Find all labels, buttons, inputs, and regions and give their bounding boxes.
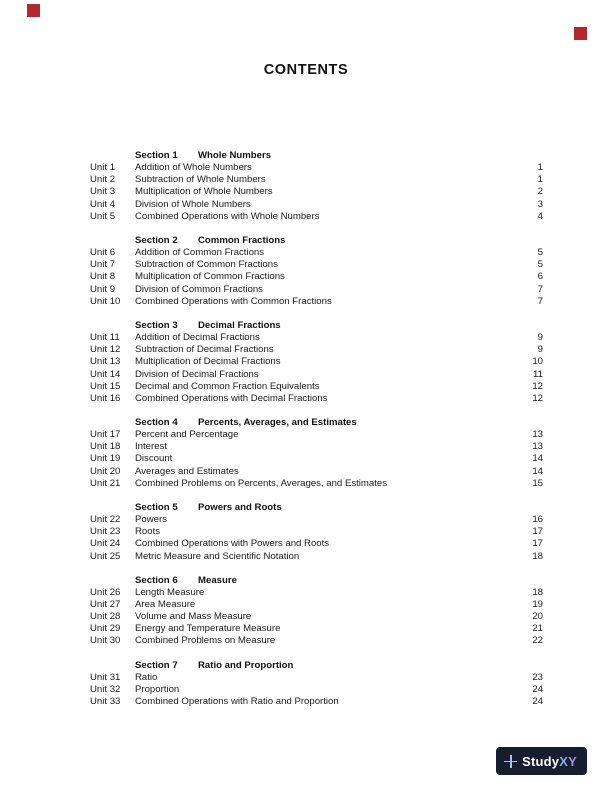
unit-label: Unit 18 (90, 441, 121, 453)
unit-label: Unit 14 (90, 368, 121, 380)
toc-section (90, 502, 543, 563)
unit-label: Unit 19 (90, 453, 121, 465)
toc-row (90, 211, 543, 223)
unit-page-number: 14 (532, 453, 543, 465)
toc-row (90, 441, 543, 453)
unit-page-number: 6 (537, 271, 543, 283)
unit-page-number: 9 (537, 332, 543, 344)
unit-title: Addition of Whole Numbers (135, 162, 252, 174)
toc-row (90, 199, 543, 211)
toc-row (90, 344, 543, 356)
table-of-contents (90, 150, 543, 708)
section-header (90, 575, 543, 587)
unit-page-number: 24 (532, 696, 543, 708)
unit-label: Unit 24 (90, 538, 121, 550)
unit-title: Subtraction of Common Fractions (135, 259, 278, 271)
unit-title: Area Measure (135, 599, 196, 610)
unit-title: Combined Operations with Decimal Fractions (135, 392, 328, 404)
unit-label: Unit 22 (90, 514, 121, 526)
section-title: Percents, Averages, and Estimates (198, 416, 357, 428)
section-header (90, 417, 543, 429)
toc-section (90, 320, 543, 405)
toc-section (90, 150, 543, 223)
unit-title: Decimal and Common Fraction Equivalents (135, 380, 320, 392)
unit-title: Multiplication of Whole Numbers (135, 186, 273, 198)
section-label: Section 2 (135, 234, 178, 246)
page-title: CONTENTS (263, 62, 349, 78)
unit-label: Unit 7 (90, 259, 116, 271)
section-title: Common Fractions (198, 234, 286, 246)
unit-label: Unit 10 (90, 295, 121, 307)
unit-label: Unit 11 (90, 332, 120, 344)
unit-label: Unit 8 (90, 271, 116, 283)
unit-page-number: 5 (537, 247, 543, 259)
section-header (90, 660, 543, 672)
unit-page-number: 12 (532, 380, 543, 392)
unit-page-number: 1 (537, 162, 543, 174)
unit-title: Volume and Mass Measure (135, 611, 252, 623)
unit-label: Unit 28 (90, 611, 121, 623)
section-header (90, 320, 543, 332)
unit-label: Unit 30 (90, 635, 121, 647)
toc-row (90, 526, 543, 538)
unit-title: Division of Decimal Fractions (135, 368, 259, 380)
toc-section (90, 417, 543, 490)
unit-title: Addition of Common Fractions (135, 247, 265, 259)
unit-label: Unit 23 (90, 526, 121, 538)
toc-row (90, 635, 543, 647)
unit-title: Powers (135, 514, 167, 526)
section-label: Section 4 (135, 416, 178, 428)
unit-page-number: 5 (537, 259, 543, 271)
section-label: Section 5 (135, 501, 178, 513)
toc-row (90, 538, 543, 550)
unit-title: Combined Operations with Ratio and Proportion (135, 696, 339, 708)
unit-label: Unit 12 (90, 344, 121, 356)
section-title: Decimal Fractions (198, 319, 281, 331)
unit-page-number: 10 (532, 356, 543, 368)
unit-label: Unit 33 (90, 696, 121, 708)
toc-row (90, 672, 543, 684)
brand-text (522, 754, 577, 769)
unit-page-number: 17 (532, 526, 543, 538)
unit-label: Unit 1 (90, 162, 116, 174)
unit-label: Unit 13 (90, 356, 121, 368)
unit-title: Combined Problems on Measure (135, 635, 276, 647)
unit-label: Unit 6 (90, 247, 116, 259)
toc-row (90, 466, 543, 478)
unit-label: Unit 4 (90, 198, 116, 210)
section-label: Section 3 (135, 319, 178, 331)
unit-page-number: 24 (532, 683, 543, 695)
unit-page-number: 15 (532, 477, 543, 489)
toc-row (90, 478, 543, 490)
unit-page-number: 7 (537, 283, 543, 295)
section-header (90, 150, 543, 162)
unit-label: Unit 29 (90, 623, 121, 635)
unit-title: Combined Operations with Common Fractions (135, 295, 332, 307)
unit-label: Unit 3 (90, 186, 116, 198)
section-title: Powers and Roots (198, 501, 282, 513)
unit-title: Division of Common Fractions (135, 283, 263, 295)
toc-row (90, 296, 543, 308)
unit-title: Roots (135, 526, 161, 538)
unit-label: Unit 32 (90, 683, 121, 695)
brand-text-xy: XY (559, 753, 577, 769)
unit-title: Multiplication of Common Fractions (135, 271, 285, 283)
unit-label: Unit 31 (90, 671, 121, 683)
toc-row (90, 271, 543, 283)
toc-row (90, 381, 543, 393)
toc-row (90, 514, 543, 526)
plus-icon (504, 755, 517, 768)
unit-title: Combined Operations with Whole Numbers (135, 210, 320, 222)
toc-row (90, 611, 543, 623)
unit-page-number: 11 (533, 368, 543, 380)
unit-page-number: 18 (532, 586, 543, 598)
unit-page-number: 23 (532, 671, 543, 683)
unit-page-number: 19 (532, 599, 543, 610)
unit-page-number: 3 (537, 198, 543, 210)
brand-badge (496, 747, 587, 775)
unit-label: Unit 27 (90, 599, 121, 610)
unit-title: Metric Measure and Scientific Notation (135, 550, 300, 562)
unit-title: Subtraction of Decimal Fractions (135, 344, 274, 356)
unit-title: Percent and Percentage (135, 429, 239, 441)
toc-row (90, 393, 543, 405)
unit-label: Unit 2 (90, 174, 116, 186)
unit-label: Unit 5 (90, 210, 116, 222)
unit-title: Ratio (135, 671, 158, 683)
unit-page-number: 13 (532, 441, 543, 453)
unit-label: Unit 17 (90, 429, 121, 441)
unit-title: Averages and Estimates (135, 465, 239, 477)
toc-section (90, 235, 543, 308)
unit-label: Unit 21 (90, 477, 121, 489)
unit-title: Subtraction of Whole Numbers (135, 174, 266, 186)
unit-page-number: 9 (537, 344, 543, 356)
unit-page-number: 13 (532, 429, 543, 441)
section-label: Section 1 (135, 150, 178, 161)
toc-row (90, 599, 543, 611)
unit-title: Multiplication of Decimal Fractions (135, 356, 281, 368)
unit-title: Interest (135, 441, 167, 453)
toc-row (90, 247, 543, 259)
toc-section (90, 575, 543, 648)
unit-label: Unit 26 (90, 586, 121, 598)
unit-title: Energy and Temperature Measure (135, 623, 281, 635)
section-title: Measure (198, 574, 237, 586)
toc-row (90, 429, 543, 441)
unit-title: Division of Whole Numbers (135, 198, 251, 210)
toc-row (90, 453, 543, 465)
toc-section (90, 660, 543, 709)
toc-row (90, 356, 543, 368)
unit-title: Proportion (135, 683, 180, 695)
unit-page-number: 21 (532, 623, 543, 635)
unit-title: Length Measure (135, 586, 205, 598)
corner-registration-mark-top-left (27, 4, 40, 17)
section-label: Section 6 (135, 574, 178, 586)
unit-label: Unit 25 (90, 550, 121, 562)
brand-text-study: Study (522, 753, 560, 769)
toc-row (90, 284, 543, 296)
toc-row (90, 623, 543, 635)
section-title: Whole Numbers (198, 150, 272, 161)
toc-row (90, 696, 543, 708)
unit-label: Unit 9 (90, 283, 116, 295)
toc-row (90, 162, 543, 174)
unit-label: Unit 20 (90, 465, 121, 477)
unit-page-number: 17 (532, 538, 543, 550)
unit-page-number: 1 (537, 174, 543, 186)
unit-title: Combined Problems on Percents, Averages, and Estimates (135, 477, 388, 489)
toc-row (90, 186, 543, 198)
toc-row (90, 369, 543, 381)
section-label: Section 7 (135, 659, 178, 671)
toc-row (90, 551, 543, 563)
unit-title: Addition of Decimal Fractions (135, 332, 260, 344)
unit-page-number: 7 (537, 295, 543, 307)
unit-title: Combined Operations with Powers and Roots (135, 538, 330, 550)
corner-registration-mark-top-right (574, 27, 587, 40)
unit-title: Discount (135, 453, 173, 465)
unit-page-number: 14 (532, 465, 543, 477)
toc-row (90, 174, 543, 186)
toc-row (90, 684, 543, 696)
unit-label: Unit 16 (90, 392, 121, 404)
toc-row (90, 259, 543, 271)
unit-page-number: 22 (532, 635, 543, 647)
unit-page-number: 20 (532, 611, 543, 623)
toc-row (90, 587, 543, 599)
unit-page-number: 12 (532, 392, 543, 404)
section-title: Ratio and Proportion (198, 659, 294, 671)
section-header (90, 502, 543, 514)
unit-page-number: 16 (532, 514, 543, 526)
unit-page-number: 18 (532, 550, 543, 562)
unit-page-number: 2 (537, 186, 543, 198)
unit-page-number: 4 (537, 210, 543, 222)
unit-label: Unit 15 (90, 380, 121, 392)
toc-row (90, 332, 543, 344)
section-header (90, 235, 543, 247)
